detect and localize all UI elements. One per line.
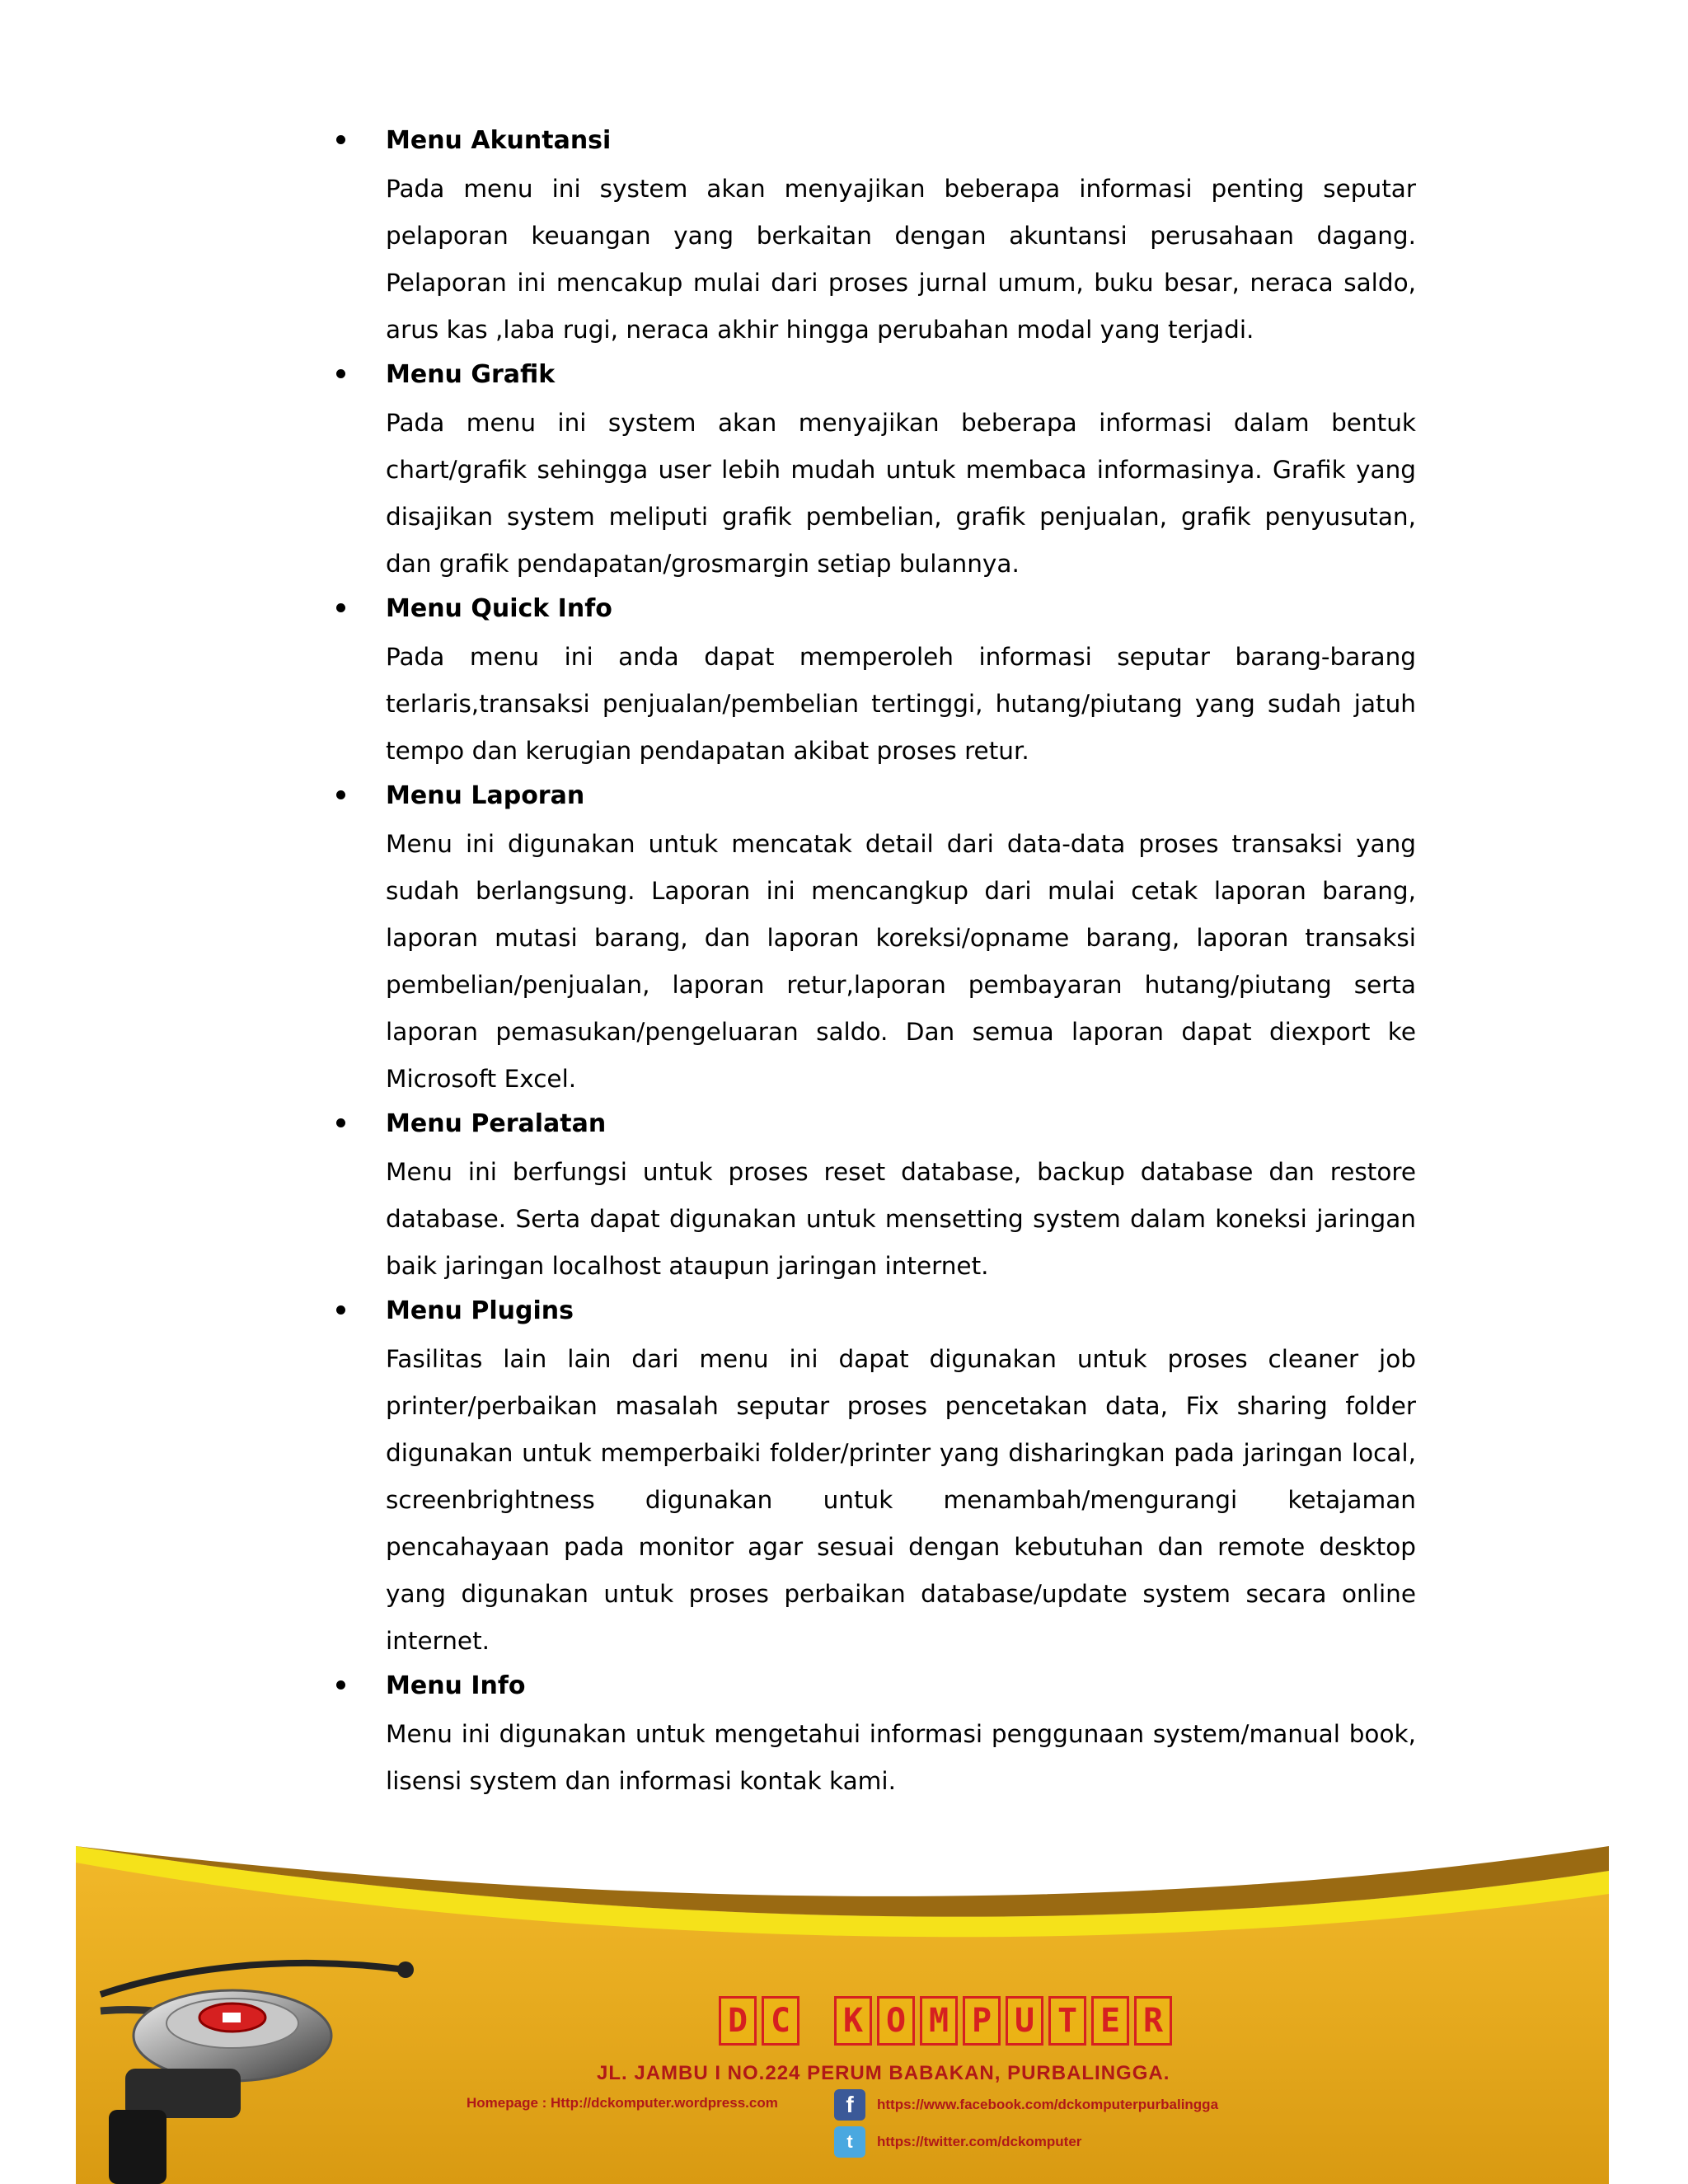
menu-item-description: Pada menu ini system akan menyajikan beberapa informasi dalam bentuk chart/grafik sehingga user lebih mudah untuk membaca informasinya. Grafik yang disajikan system meliputi grafik pembelian, grafik penjualan, grafik penyusutan, dan grafik pendapatan/grosmargin setiap bulannya.: [386, 409, 1416, 578]
twitter-link[interactable]: https://twitter.com/dckomputer: [877, 2134, 1082, 2149]
brand-letter: D: [719, 1996, 757, 2046]
facebook-contact[interactable]: [834, 2089, 1218, 2121]
menu-item: [330, 1290, 1418, 1665]
brand-letter: T: [1048, 1996, 1086, 2046]
bullet-icon: [330, 588, 346, 604]
menu-item: [330, 354, 1418, 588]
menu-item-description: Menu ini berfungsi untuk proses reset database, backup database dan restore database. Serta dapat digunakan untuk mensetting system dalam koneksi jaringan baik jaringan localhost ataupun jaringan internet.: [386, 1158, 1416, 1280]
twitter-contact[interactable]: [834, 2126, 1081, 2158]
menu-item: [330, 588, 1418, 775]
bullet-icon: [330, 1290, 346, 1306]
brand-letter: U: [1006, 1996, 1043, 2046]
menu-item-title: Menu Akuntansi: [386, 126, 612, 155]
bullet-icon: [330, 120, 346, 136]
menu-item: [330, 1665, 1418, 1805]
menu-item-description: Menu ini digunakan untuk mengetahui informasi penggunaan system/manual book, lisensi system dan informasi kontak kami.: [386, 1720, 1416, 1795]
brand-letter: R: [1134, 1996, 1172, 2046]
menu-item: [330, 775, 1418, 1103]
bullet-icon: [330, 1665, 346, 1681]
menu-item-title: Menu Quick Info: [386, 594, 612, 623]
brand-letter: C: [762, 1996, 799, 2046]
twitter-icon: t: [834, 2126, 865, 2158]
menu-item-description: Fasilitas lain lain dari menu ini dapat digunakan untuk proses cleaner job printer/perbaikan masalah seputar proses pencetakan data, Fix sharing folder digunakan untuk memperbaiki folder/printer yang disharingkan pada jaringan local, screenbrightness digunakan untuk menambah/mengurangi ketajaman pencahayaan pada monitor agar sesuai dengan kebutuhan dan remote desktop yang digunakan untuk proses perbaikan database/update system secara online internet.: [386, 1345, 1416, 1655]
bullet-icon: [330, 354, 346, 370]
menu-item-description: Pada menu ini system akan menyajikan beberapa informasi penting seputar pelaporan keuangan yang berkaitan dengan akuntansi perusahaan dagang. Pelaporan ini mencakup mulai dari proses jurnal umum, buku besar, neraca saldo, arus kas ,laba rugi, neraca akhir hingga perubahan modal yang terjadi.: [386, 175, 1416, 344]
brand-logo: [719, 1996, 1172, 2047]
brand-letter: E: [1091, 1996, 1129, 2046]
menu-item-title: Menu Info: [386, 1671, 526, 1700]
brand-spacer: [804, 1996, 829, 2047]
facebook-link[interactable]: https://www.facebook.com/dckomputerpurbalingga: [877, 2097, 1219, 2112]
brand-letter: P: [963, 1996, 1001, 2046]
letterhead-footer: [76, 1846, 1609, 2184]
brand-letter: K: [834, 1996, 872, 2046]
homepage-link[interactable]: Homepage : Http://dckomputer.wordpress.com: [467, 2095, 778, 2111]
brand-letter: O: [877, 1996, 915, 2046]
menu-item-title: Menu Grafik: [386, 360, 556, 389]
bullet-icon: [330, 775, 346, 791]
facebook-icon: f: [834, 2089, 865, 2121]
bullet-icon: [330, 1103, 346, 1119]
brand-letter: M: [920, 1996, 958, 2046]
menu-item-title: Menu Laporan: [386, 781, 585, 810]
menu-item-description: Menu ini digunakan untuk mencatak detail dari data-data proses transaksi yang sudah berlangsung. Laporan ini mencangkup dari mulai cetak laporan barang, laporan mutasi barang, dan laporan koreksi/opname barang, laporan transaksi pembelian/penjualan, laporan retur,laporan pembayaran hutang/piutang serta laporan pemasukan/pengeluaran saldo. Dan semua laporan dapat diexport ke Microsoft Excel.: [386, 830, 1416, 1093]
menu-item-title: Menu Plugins: [386, 1296, 574, 1325]
company-address: JL. JAMBU I NO.224 PERUM BABAKAN, PURBALINGGA.: [597, 2062, 1170, 2084]
menu-item-title: Menu Peralatan: [386, 1109, 607, 1138]
document-body: [330, 120, 1418, 1805]
menu-item: [330, 120, 1418, 354]
menu-item-description: Pada menu ini anda dapat memperoleh informasi seputar barang-barang terlaris,transaksi penjualan/pembelian tertinggi, hutang/piutang yang sudah jatuh tempo dan kerugian pendapatan akibat proses retur.: [386, 643, 1416, 765]
menu-item: [330, 1103, 1418, 1290]
